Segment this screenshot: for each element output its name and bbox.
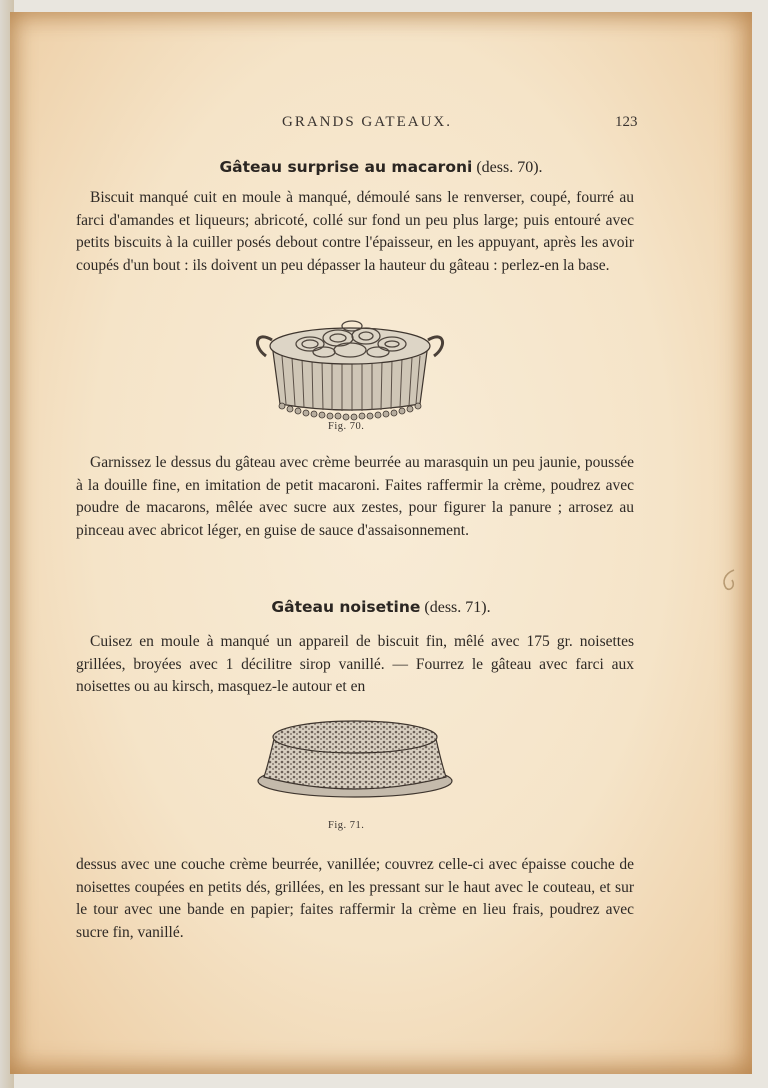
section-title-ref: (dess. 71). [420,599,491,616]
page-header [10,114,752,136]
section-title-ref: (dess. 70). [472,159,543,176]
page-tab-mark [718,568,740,592]
figure-70-caption: Fig. 70. [328,421,365,432]
section-title-noisetine [10,598,752,617]
figure-71-illustration [250,705,460,805]
paragraph-macaroni-2: Garnissez le dessus du gâteau avec crème beurrée au marasquin un peu jaunie, poussée à la douille fine, en imitation de petit macaroni. Faites raffermir la crème, poudrez avec poudre de macarons, mêlée avec sucre aux zestes, pour figurer la panure ; arrosez au pinceau avec abricot léger, en guise de sauce d'assaisonnement. [76,454,634,539]
page-number: 123 [615,114,638,130]
book-page [10,12,752,1074]
section-title-bold: Gâteau surprise au macaroni [219,158,473,176]
section-title-bold: Gâteau noisetine [271,598,421,616]
paragraph-macaroni-1: Biscuit manqué cuit en moule à manqué, démoulé sans le renverser, coupé, fourré au farci d'amandes et liqueurs; abricoté, collé sur fond un peu plus large; puis entouré avec petits biscuits à la cuiller posés debout contre l'épaisseur, en les appuyant, après les avoir coupés d'un bout : ils doivent un peu dépasser la hauteur du gâteau : perlez-en la base. [76,189,634,274]
paragraph-noisetine-2: dessus avec une couche crème beurrée, vanillée; couvrez celle-ci avec épaisse couche de noisettes coupées en petits dés, grillées, en les pressant sur le haut avec le couteau, et sur le tour avec une bande en papier; faites raffermir la crème en lieu frais, poudrez avec sucre fin, vanillé. [76,856,634,941]
figure-71-caption: Fig. 71. [328,820,365,831]
running-head: GRANDS GATEAUX. [282,114,453,130]
figure-70-illustration [250,312,450,427]
section-title-macaroni [10,158,752,177]
paragraph-noisetine-1: Cuisez en moule à manqué un appareil de biscuit fin, mêlé avec 175 gr. noisettes grillées, broyées avec 1 décilitre sirop vanillé. — Fourrez le gâteau avec farci aux noisettes ou au kirsch, masquez-le autour et en [76,633,634,695]
